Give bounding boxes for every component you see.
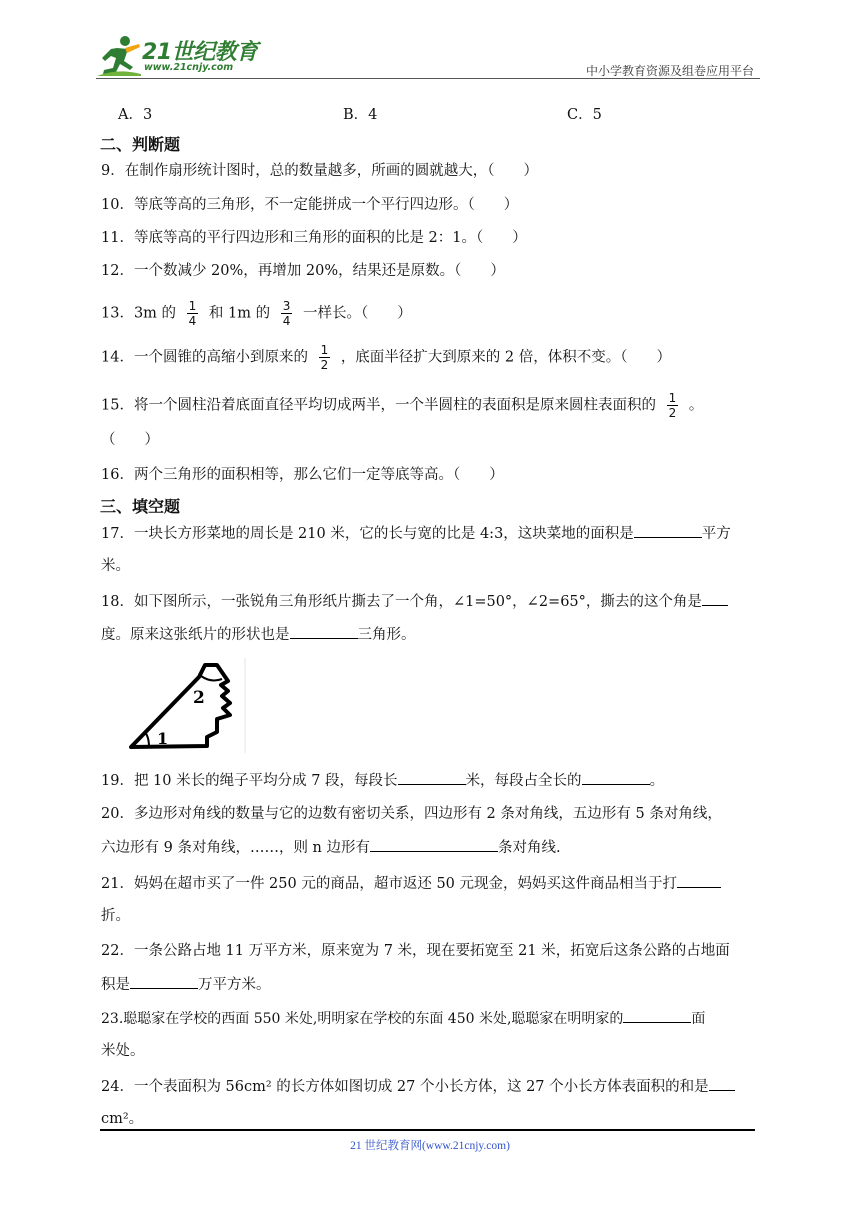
q18-text-3: 三角形。	[357, 627, 416, 643]
q15-text-1: 15．将一个圆柱沿着底面直径平均切成两半，一个半圆柱的表面积是原来圆柱表面积的	[101, 397, 656, 414]
answer-blank[interactable]	[290, 624, 358, 639]
fraction	[281, 300, 293, 327]
answer-blank[interactable]	[398, 770, 466, 785]
logo-text: 21世纪教育	[142, 40, 258, 65]
question-23-line-2: 米处。	[101, 1043, 145, 1059]
torn-triangle-figure	[127, 658, 249, 753]
fraction	[187, 300, 199, 327]
answer-blank[interactable]	[709, 1076, 735, 1091]
question-18	[101, 591, 728, 612]
question-9: 9．在制作扇形统计图时，总的数量越多，所画的圆就越大，（ ）	[101, 163, 538, 179]
option-b: B．4	[343, 107, 378, 123]
section-title-fill-blank: 三、填空题	[100, 497, 181, 516]
q19-text-1: 19．把 10 米长的绳子平均分成 7 段，每段长	[101, 773, 398, 789]
q24-text: 24．一个表面积为 56cm² 的长方体如图切成 27 个小长方体，这 27 个小长方体表面积的和是	[101, 1079, 709, 1095]
question-15-line-2: （ ）	[101, 432, 159, 448]
q17-text: 17．一块长方形菜地的周长是 210 米，它的长与宽的比是 4:3，这块菜地的面积是	[101, 526, 634, 542]
question-22-line-2	[101, 974, 271, 995]
question-20-line-2	[101, 837, 561, 858]
q18-text: 18．如下图所示，一张锐角三角形纸片撕去了一个角，∠1=50°，∠2=65°，撕去的这个角是	[101, 594, 702, 610]
question-21	[101, 873, 721, 894]
logo-url: www.21cnjy.com	[144, 62, 234, 73]
fraction-numerator: 1	[188, 299, 197, 313]
q14-text-2: ，底面半径扩大到原来的 2 倍，体积不变。（ ）	[340, 349, 672, 366]
q14-text-1: 14．一个圆锥的高缩小到原来的	[101, 349, 308, 366]
header-platform-text: 中小学教育资源及组卷应用平台	[585, 64, 754, 78]
fraction-numerator: 3	[282, 299, 291, 313]
q20-text-2: 六边形有 9 条对角线，……，则 n 边形有	[101, 840, 370, 856]
site-logo	[95, 34, 265, 78]
footer-link[interactable]: 21 世纪教育网(www.21cnjy.com)	[350, 1140, 510, 1152]
question-21-line-2: 折。	[101, 908, 130, 924]
q23-text-tail: 面	[691, 1011, 706, 1027]
question-12: 12．一个数减少 20%，再增加 20%，结果还是原数。（ ）	[101, 263, 505, 279]
option-a: A．3	[118, 107, 153, 123]
fraction-denominator: 4	[282, 314, 291, 328]
answer-blank[interactable]	[634, 523, 702, 538]
fraction-denominator: 2	[668, 406, 677, 420]
question-15	[101, 392, 703, 419]
question-11: 11．等底等高的平行四边形和三角形的面积的比是 2：1。（ ）	[101, 230, 527, 246]
q19-text-2: 米，每段占全长的	[465, 773, 582, 789]
answer-blank[interactable]	[677, 873, 721, 888]
question-23	[101, 1008, 705, 1029]
question-20: 20．多边形对角线的数量与它的边数有密切关系，四边形有 2 条对角线，五边形有 5 条对角线，	[101, 806, 722, 822]
header-divider	[96, 78, 760, 79]
q20-text-3: 条对角线.	[498, 840, 561, 856]
q18-text-2: 度。原来这张纸片的形状也是	[101, 627, 290, 643]
footer-divider	[100, 1129, 755, 1131]
fraction	[667, 392, 679, 419]
q15-text-2: 。	[688, 397, 704, 414]
fraction-numerator: 1	[668, 391, 677, 405]
answer-blank[interactable]	[623, 1008, 691, 1023]
section-title-judgement: 二、判断题	[100, 135, 181, 154]
q21-text: 21．妈妈在超市买了一件 250 元的商品，超市返还 50 元现金，妈妈买这件商品相当于打	[101, 876, 678, 892]
running-man-icon	[95, 34, 143, 78]
q23-text: 23.聪聪家在学校的西面 550 米处,明明家在学校的东面 450 米处,聪聪家在明明家的	[101, 1011, 624, 1027]
answer-blank[interactable]	[582, 770, 650, 785]
question-16: 16．两个三角形的面积相等，那么它们一定等底等高。（ ）	[101, 467, 504, 483]
question-22: 22．一条公路占地 11 万平方米，原来宽为 7 米，现在要拓宽至 21 米，拓宽后这条公路的占地面	[101, 943, 730, 959]
angle-1-label: 1	[157, 729, 169, 748]
question-19	[101, 770, 664, 791]
question-10: 10．等底等高的三角形，不一定能拼成一个平行四边形。（ ）	[101, 197, 519, 213]
angle-2-label: 2	[193, 688, 205, 708]
question-13	[101, 300, 412, 327]
fraction-numerator: 1	[320, 343, 329, 357]
q19-text-3: 。	[649, 773, 665, 789]
option-c: C．5	[567, 107, 602, 123]
answer-blank[interactable]	[702, 591, 728, 606]
q17-text-tail: 平方	[701, 526, 731, 542]
q13-text-3: 一样长。（ ）	[302, 305, 412, 322]
fraction-denominator: 4	[188, 314, 197, 328]
question-24-line-2: cm²。	[101, 1111, 144, 1127]
question-14	[101, 344, 671, 371]
q22-text-2: 积是	[101, 977, 130, 993]
question-24	[101, 1076, 735, 1097]
q13-text-2: 和 1m 的	[208, 305, 271, 322]
answer-blank[interactable]	[370, 837, 498, 852]
question-18-line-2	[101, 624, 416, 645]
answer-blank[interactable]	[130, 974, 198, 989]
fraction-denominator: 2	[320, 358, 329, 372]
q22-text-3: 万平方米。	[198, 977, 271, 993]
question-17-line-2: 米。	[101, 558, 130, 574]
q13-text-1: 13．3m 的	[101, 305, 177, 322]
question-17	[101, 523, 731, 544]
fraction	[319, 344, 331, 371]
